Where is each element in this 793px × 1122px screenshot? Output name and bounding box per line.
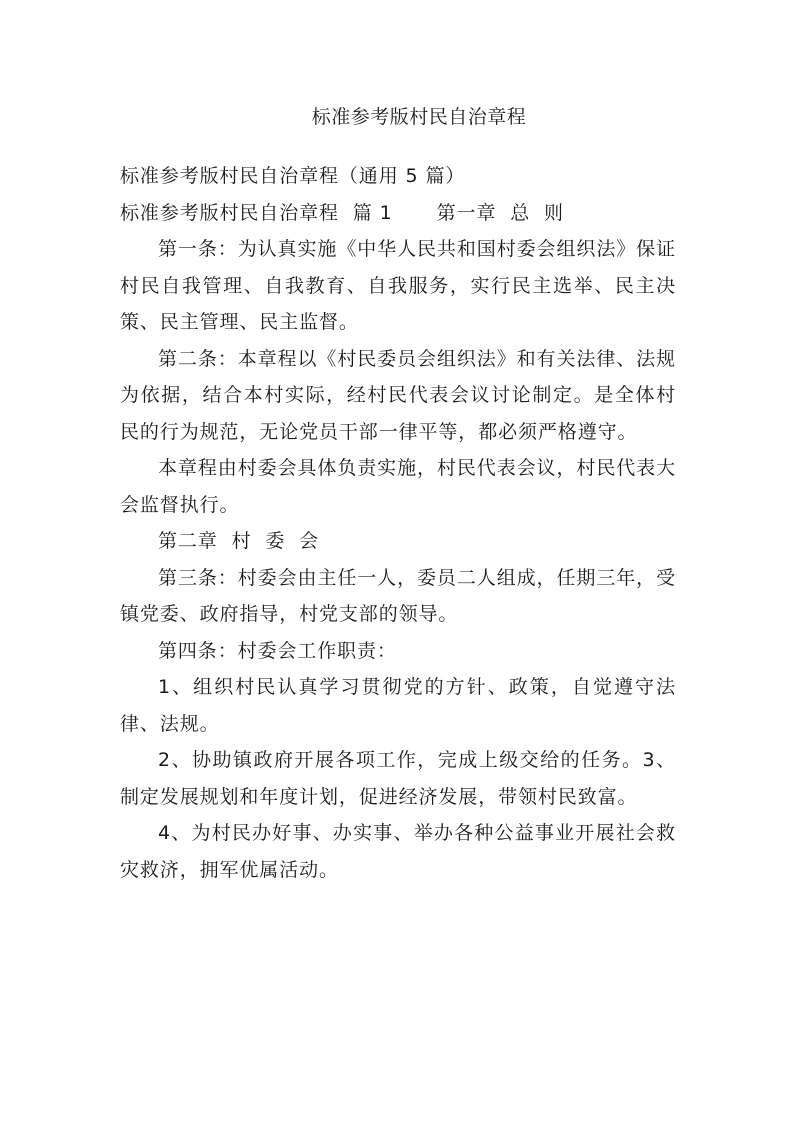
article-1: 第一条：为认真实施《中华人民共和国村委会组织法》保证村民自我管理、自我教育、自我服务，实行民主选举、民主决策、民主管理、民主监督。: [120, 238, 676, 333]
section-heading: [120, 195, 676, 232]
part-heading: 标准参考版村民自治章程 篇 1: [120, 201, 393, 224]
document-subtitle: 标准参考版村民自治章程（通用 5 篇）: [120, 165, 466, 187]
chapter-heading: 第一章 总 则: [436, 201, 564, 224]
document-body: [120, 158, 676, 888]
article-4: 第四条：村委会工作职责：: [158, 639, 397, 662]
duty-item-1: 1、组织村民认真学习贯彻党的方针、政策，自觉遵守法律、法规。: [120, 676, 676, 735]
duty-item-4: 4、为村民办好事、办实事、举办各种公益事业开展社会救灾救济，拥军优属活动。: [120, 822, 676, 881]
implementation-paragraph: 本章程由村委会具体负责实施，村民代表会议，村民代表大会监督执行。: [120, 457, 676, 516]
duty-item-2-3: 2、协助镇政府开展各项工作，完成上级交给的任务。3、制定发展规划和年度计划，促进经济发展，带领村民致富。: [120, 749, 676, 808]
article-3: 第三条：村委会由主任一人，委员二人组成，任期三年，受镇党委、政府指导，村党支部的领导。: [120, 566, 676, 625]
heading-gap: [393, 195, 437, 232]
document-title: 标准参考版村民自治章程: [311, 106, 527, 128]
chapter-2-heading: 第二章 村 委 会: [158, 530, 320, 552]
article-2: 第二条：本章程以《村民委员会组织法》和有关法律、法规为依据，结合本村实际，经村民代表会议讨论制定。是全体村民的行为规范，无论党员干部一律平等，都必须严格遵守。: [120, 347, 676, 443]
